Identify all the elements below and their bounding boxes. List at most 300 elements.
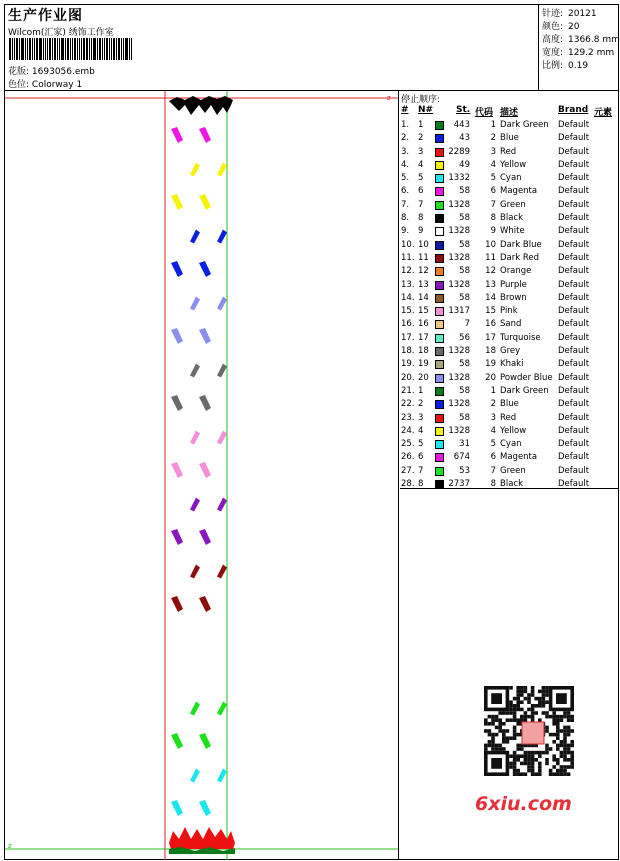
qr-module xyxy=(545,747,549,751)
row-index: 19. xyxy=(401,359,415,370)
row-brand: Default xyxy=(558,425,590,436)
row-description: Magenta xyxy=(500,452,538,463)
row-description: Dark Green xyxy=(500,120,549,130)
barcode-bar xyxy=(77,38,78,60)
qr-module xyxy=(560,769,564,773)
row-needle: 16 xyxy=(418,319,429,330)
bottom-red-border xyxy=(169,827,235,849)
qr-module xyxy=(567,758,571,762)
sequence-row xyxy=(400,173,619,186)
qr-module xyxy=(513,765,517,769)
qr-module xyxy=(534,772,538,776)
color-swatch xyxy=(435,214,444,223)
qr-module xyxy=(531,708,535,712)
qr-module xyxy=(531,758,535,762)
qr-module xyxy=(491,715,495,719)
qr-module xyxy=(491,744,495,748)
stitch-motif xyxy=(217,230,227,244)
qr-module xyxy=(552,758,556,762)
page-title: 生产作业图 xyxy=(8,8,83,24)
sequence-row xyxy=(400,266,619,279)
row-stitches: 1328 xyxy=(448,425,470,436)
qr-module xyxy=(552,772,556,776)
qr-module xyxy=(563,733,567,737)
row-needle: 9 xyxy=(418,226,424,237)
qr-module xyxy=(527,758,531,762)
qr-module xyxy=(538,762,542,766)
header-n: N# xyxy=(418,105,434,115)
row-code: 8 xyxy=(490,213,496,224)
qr-module xyxy=(513,729,517,733)
qr-module xyxy=(491,740,495,744)
design-value: 1693056.emb xyxy=(31,67,95,77)
row-needle: 5 xyxy=(418,439,424,450)
color-swatch xyxy=(435,453,444,462)
qr-module xyxy=(552,711,556,715)
color-swatch xyxy=(435,281,444,290)
qr-module xyxy=(545,744,549,748)
qr-module xyxy=(520,772,524,776)
qr-module xyxy=(538,765,542,769)
qr-module xyxy=(509,765,513,769)
row-needle: 3 xyxy=(418,146,424,157)
stripe-motifs xyxy=(171,127,227,816)
colorway-value: Colorway 1 xyxy=(31,80,83,90)
qr-module xyxy=(491,722,495,726)
barcode-bar xyxy=(102,38,103,60)
qr-module xyxy=(570,762,574,766)
qr-module xyxy=(488,715,492,719)
row-stitches: 58 xyxy=(459,385,470,396)
qr-module xyxy=(563,769,567,773)
qr-module xyxy=(498,718,502,722)
stitch-motif xyxy=(217,364,227,378)
row-brand: Default xyxy=(558,332,590,343)
row-code: 12 xyxy=(485,266,496,277)
row-code: 16 xyxy=(485,319,496,330)
barcode-bar xyxy=(25,38,26,60)
qr-module xyxy=(513,697,517,701)
qr-module xyxy=(524,758,528,762)
stitch-motif xyxy=(190,163,200,177)
row-stitches: 1328 xyxy=(448,199,470,210)
row-needle: 10 xyxy=(418,239,429,250)
stitch-motif xyxy=(190,230,200,244)
qr-module xyxy=(556,722,560,726)
barcode-bar xyxy=(19,38,20,60)
row-stitches: 58 xyxy=(459,292,470,303)
barcode-bar xyxy=(70,38,71,60)
qr-module xyxy=(542,686,546,690)
stitch-motif xyxy=(190,297,200,311)
row-code: 2 xyxy=(490,399,496,410)
row-code: 1 xyxy=(490,120,496,130)
sequence-row xyxy=(400,147,619,160)
qr-module xyxy=(563,751,567,755)
row-index: 2. xyxy=(401,133,410,144)
header-st: St. xyxy=(456,105,471,115)
qr-module xyxy=(563,711,567,715)
qr-module xyxy=(520,762,524,766)
stitch-motif xyxy=(171,462,183,478)
row-code: 3 xyxy=(490,146,496,157)
qr-module xyxy=(534,758,538,762)
qr-module xyxy=(516,722,520,726)
qr-module xyxy=(534,697,538,701)
qr-module xyxy=(498,729,502,733)
qr-module xyxy=(516,704,520,708)
qr-module xyxy=(545,729,549,733)
qr-module xyxy=(538,718,542,722)
qr-module xyxy=(513,715,517,719)
qr-module xyxy=(520,686,524,690)
stitch-motif xyxy=(190,702,200,716)
row-code: 4 xyxy=(490,425,496,436)
qr-module xyxy=(502,733,506,737)
qr-module xyxy=(524,711,528,715)
qr-module xyxy=(534,711,538,715)
qr-module xyxy=(513,733,517,737)
row-code: 7 xyxy=(490,465,496,476)
sequence-row xyxy=(400,160,619,173)
row-code: 10 xyxy=(485,239,496,250)
qr-module xyxy=(538,772,542,776)
sequence-row xyxy=(400,333,619,346)
qr-module xyxy=(498,747,502,751)
stitch-motif xyxy=(171,328,183,344)
row-brand: Default xyxy=(558,199,590,210)
qr-module xyxy=(513,704,517,708)
row-stitches: 31 xyxy=(459,439,470,450)
qr-module xyxy=(545,690,549,694)
qr-module xyxy=(509,762,513,766)
barcode-bar xyxy=(116,38,117,60)
qr-module xyxy=(538,754,542,758)
barcode-bar xyxy=(125,38,128,60)
stat-scale: 比例: 0.19 xyxy=(542,61,589,71)
qr-module xyxy=(506,711,510,715)
row-code: 18 xyxy=(485,346,496,357)
qr-module xyxy=(552,718,556,722)
qr-module xyxy=(502,729,506,733)
qr-module xyxy=(556,726,560,730)
row-code: 15 xyxy=(485,306,496,317)
qr-module xyxy=(520,754,524,758)
barcode-bar xyxy=(9,38,11,60)
qr-module xyxy=(509,686,513,690)
qr-module xyxy=(524,772,528,776)
qr-module xyxy=(513,711,517,715)
row-index: 8. xyxy=(401,213,410,224)
qr-module xyxy=(506,736,510,740)
qr-module xyxy=(488,722,492,726)
qr-module xyxy=(570,740,574,744)
qr-module xyxy=(502,711,506,715)
qr-module xyxy=(502,740,506,744)
barcode-bar xyxy=(45,38,46,60)
sequence-row xyxy=(400,306,619,319)
qr-module xyxy=(560,765,564,769)
top-black-border xyxy=(169,96,233,115)
row-index: 12. xyxy=(401,266,415,277)
qr-module xyxy=(531,718,535,722)
row-index: 9. xyxy=(401,226,410,237)
row-brand: Default xyxy=(558,372,590,383)
row-brand: Default xyxy=(558,226,590,237)
qr-module xyxy=(527,700,531,704)
qr-module xyxy=(484,722,488,726)
qr-module xyxy=(531,762,535,766)
qr-module xyxy=(552,733,556,737)
row-brand: Default xyxy=(558,412,590,423)
stitch-motif xyxy=(199,733,211,749)
qr-module xyxy=(560,740,564,744)
row-stitches: 1328 xyxy=(448,252,470,263)
qr-module xyxy=(531,711,535,715)
stitch-motif xyxy=(199,462,211,478)
row-brand: Default xyxy=(558,120,590,130)
barcode-bar xyxy=(59,38,60,60)
stitch-motif xyxy=(171,194,183,210)
qr-module xyxy=(556,744,560,748)
barcode-bar xyxy=(123,38,124,60)
sequence-row xyxy=(400,226,619,239)
row-needle: 7 xyxy=(418,465,424,476)
row-index: 4. xyxy=(401,159,410,170)
qr-module xyxy=(527,693,531,697)
barcode-bar xyxy=(93,38,96,60)
barcode-bar xyxy=(99,38,101,60)
qr-module xyxy=(567,772,571,776)
row-code: 19 xyxy=(485,359,496,370)
qr-module xyxy=(563,736,567,740)
row-needle: 4 xyxy=(418,159,424,170)
row-needle: 1 xyxy=(418,385,424,396)
barcode-bar xyxy=(12,38,13,60)
row-description: White xyxy=(500,226,525,237)
row-description: Magenta xyxy=(500,186,538,197)
qr-module xyxy=(567,744,571,748)
qr-module xyxy=(567,711,571,715)
row-brand: Default xyxy=(558,465,590,476)
qr-module xyxy=(538,690,542,694)
header-idx: # xyxy=(401,105,409,115)
row-index: 20. xyxy=(401,372,415,383)
qr-module xyxy=(516,686,520,690)
qr-module xyxy=(524,754,528,758)
row-description: Sand xyxy=(500,319,522,330)
stitch-motif xyxy=(171,395,183,411)
qr-module xyxy=(531,754,535,758)
row-needle: 2 xyxy=(418,399,424,410)
qr-module xyxy=(491,718,495,722)
barcode-bar xyxy=(43,38,44,60)
qr-module xyxy=(516,697,520,701)
qr-module xyxy=(570,765,574,769)
sequence-row xyxy=(400,319,619,332)
qr-module xyxy=(563,747,567,751)
row-index: 14. xyxy=(401,292,415,303)
qr-module xyxy=(531,769,535,773)
sequence-header-row xyxy=(400,105,619,117)
qr-module xyxy=(516,690,520,694)
qr-module xyxy=(545,762,549,766)
qr-module xyxy=(527,715,531,719)
row-description: Dark Red xyxy=(500,252,540,263)
barcode-bar xyxy=(72,38,73,60)
qr-module xyxy=(560,751,564,755)
row-code: 3 xyxy=(490,412,496,423)
stitch-motif xyxy=(217,431,227,445)
qr-module xyxy=(520,690,524,694)
sequence-row xyxy=(400,359,619,372)
qr-module xyxy=(524,690,528,694)
qr-module xyxy=(567,729,571,733)
qr-module xyxy=(538,769,542,773)
qr-module xyxy=(502,722,506,726)
qr-module xyxy=(516,758,520,762)
qr-module xyxy=(491,747,495,751)
qr-module xyxy=(513,718,517,722)
stitch-motif xyxy=(199,127,211,143)
row-stitches: 43 xyxy=(459,133,470,144)
qr-module xyxy=(542,751,546,755)
row-needle: 8 xyxy=(418,479,424,490)
stitch-motif xyxy=(199,529,211,545)
site-logo: 6xiu.com xyxy=(475,793,572,815)
row-index: 13. xyxy=(401,279,415,290)
stop-sequence-table xyxy=(400,91,619,489)
qr-module xyxy=(509,704,513,708)
color-swatch xyxy=(435,307,444,316)
stitch-motif xyxy=(199,194,211,210)
row-needle: 3 xyxy=(418,412,424,423)
barcode-bar xyxy=(27,38,28,60)
qr-module xyxy=(556,715,560,719)
row-stitches: 1317 xyxy=(448,306,470,317)
barcode-bar xyxy=(111,38,112,60)
row-brand: Default xyxy=(558,279,590,290)
barcode-bar xyxy=(36,38,38,60)
barcode-bar xyxy=(81,38,82,60)
color-swatch xyxy=(435,254,444,263)
qr-module xyxy=(545,715,549,719)
bottom-border-motif xyxy=(169,827,235,854)
color-swatch xyxy=(435,360,444,369)
qr-module xyxy=(545,726,549,730)
row-description: Black xyxy=(500,213,523,224)
color-swatch xyxy=(435,320,444,329)
sequence-row xyxy=(400,253,619,266)
stitch-motif xyxy=(217,498,227,512)
qr-module xyxy=(520,708,524,712)
qr-module xyxy=(563,754,567,758)
qr-module xyxy=(506,729,510,733)
qr-module xyxy=(570,715,574,719)
stitch-motif xyxy=(190,565,200,579)
sequence-row xyxy=(400,133,619,146)
qr-module xyxy=(538,700,542,704)
color-swatch xyxy=(435,187,444,196)
row-index: 11. xyxy=(401,252,415,263)
qr-module xyxy=(495,715,499,719)
stitch-motif xyxy=(190,769,200,783)
row-description: Purple xyxy=(500,279,527,290)
row-description: Red xyxy=(500,146,517,157)
row-needle: 14 xyxy=(418,292,429,303)
row-index: 3. xyxy=(401,146,410,157)
row-description: Brown xyxy=(500,292,527,303)
row-brand: Default xyxy=(558,306,590,317)
stitch-motif xyxy=(199,800,211,816)
row-index: 27. xyxy=(401,465,415,476)
barcode-bar xyxy=(106,38,108,60)
qr-module xyxy=(495,726,499,730)
qr-module xyxy=(527,762,531,766)
row-needle: 17 xyxy=(418,332,429,343)
qr-module xyxy=(516,747,520,751)
qr-module xyxy=(545,693,549,697)
qr-module xyxy=(567,765,571,769)
row-description: Cyan xyxy=(500,173,522,184)
qr-module xyxy=(560,729,564,733)
row-needle: 5 xyxy=(418,173,424,184)
row-needle: 8 xyxy=(418,213,424,224)
row-stitches: 58 xyxy=(459,412,470,423)
qr-module xyxy=(491,736,495,740)
row-stitches: 58 xyxy=(459,213,470,224)
qr-module xyxy=(556,762,560,766)
row-description: Cyan xyxy=(500,439,522,450)
qr-module xyxy=(570,718,574,722)
qr-module xyxy=(570,754,574,758)
qr-module xyxy=(524,762,528,766)
qr-module xyxy=(560,718,564,722)
row-needle: 12 xyxy=(418,266,429,277)
color-swatch xyxy=(435,294,444,303)
qr-module xyxy=(484,718,488,722)
barcode-bar xyxy=(47,38,48,60)
sequence-row xyxy=(400,466,619,479)
row-description: Red xyxy=(500,412,517,423)
color-swatch xyxy=(435,148,444,157)
row-description: Grey xyxy=(500,346,521,357)
qr-module xyxy=(552,740,556,744)
barcode-bar xyxy=(97,38,98,60)
row-stitches: 58 xyxy=(459,186,470,197)
qr-module xyxy=(549,772,553,776)
row-index: 10. xyxy=(401,239,415,250)
color-swatch xyxy=(435,387,444,396)
qr-module xyxy=(502,736,506,740)
qr-module xyxy=(563,772,567,776)
row-brand: Default xyxy=(558,252,590,263)
qr-module xyxy=(516,772,520,776)
stitch-motif xyxy=(199,395,211,411)
row-description: Dark Blue xyxy=(500,239,542,250)
qr-module xyxy=(513,758,517,762)
qr-module xyxy=(498,711,502,715)
sequence-row xyxy=(400,240,619,253)
row-stitches: 1332 xyxy=(448,173,470,184)
qr-module xyxy=(549,715,553,719)
row-code: 4 xyxy=(490,159,496,170)
header-info xyxy=(5,5,538,90)
row-code: 1 xyxy=(490,385,496,396)
barcode-bar xyxy=(129,38,130,60)
row-description: Yellow xyxy=(500,425,527,436)
qr-module xyxy=(531,693,535,697)
